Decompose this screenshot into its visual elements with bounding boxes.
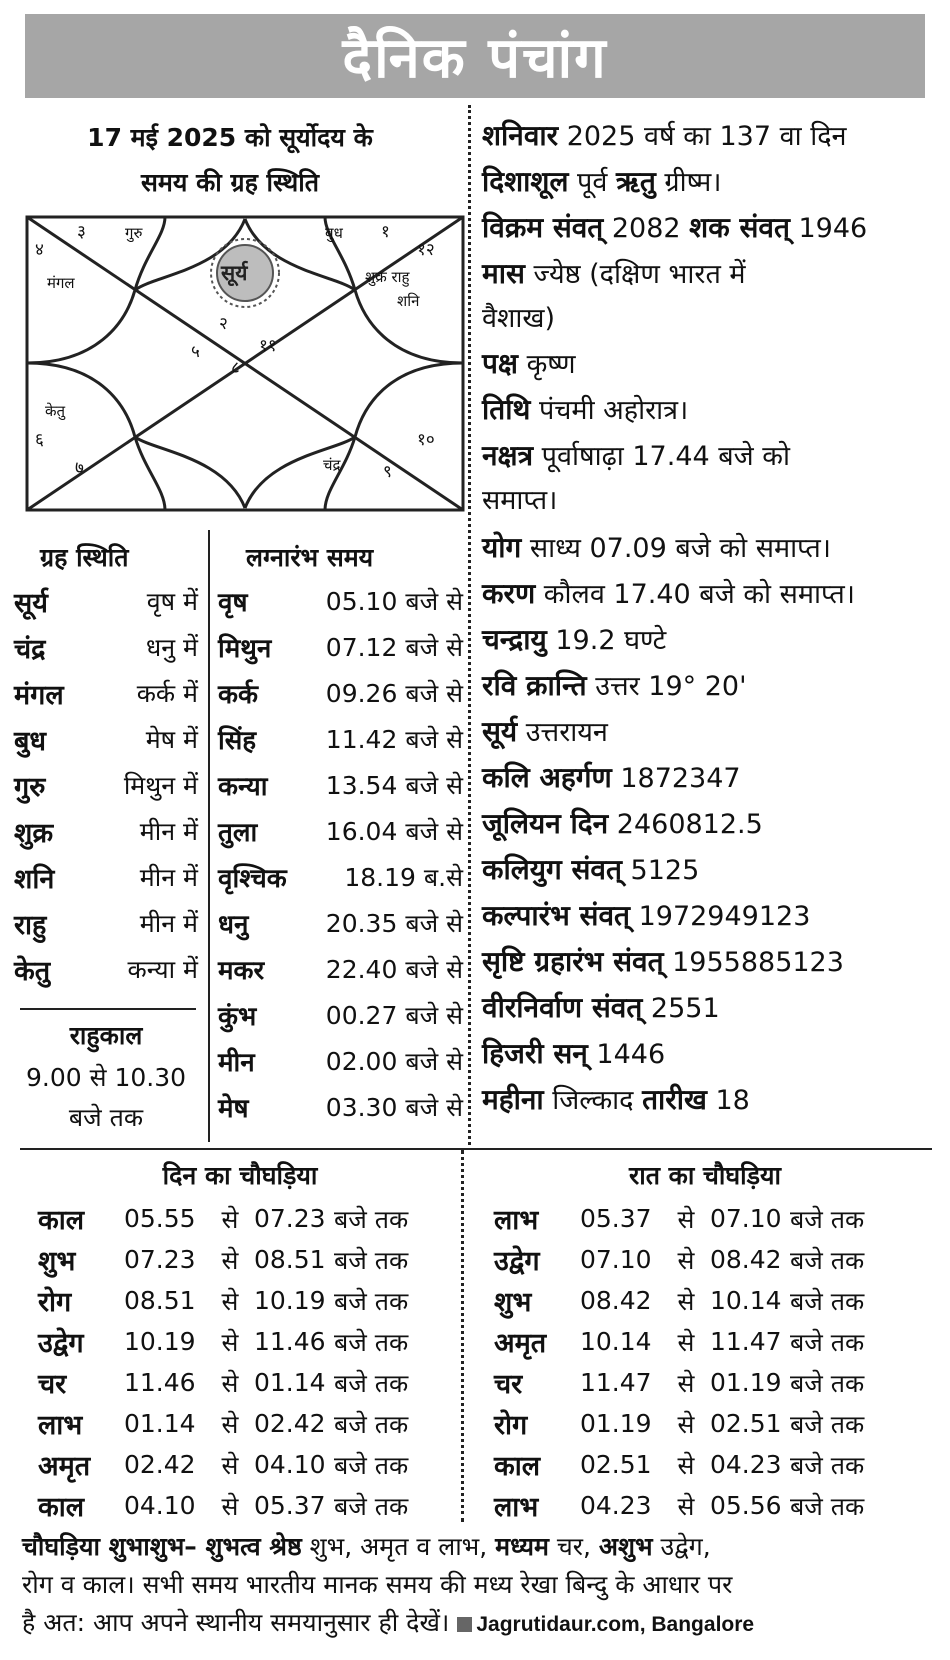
time-to: 07.10: [710, 1204, 782, 1233]
footer-key-madhyam: मध्यम: [495, 1532, 549, 1561]
julian-value: 2460812.5: [608, 809, 763, 840]
nakshatra-value: पूर्वाषाढ़ा 17.44 बजे को: [533, 441, 791, 472]
grah-name: शुक्र: [14, 817, 54, 849]
time-to: 02.51: [710, 1409, 782, 1438]
house-number-3: १२: [417, 240, 435, 260]
lagna-row: [218, 1084, 463, 1130]
panchang-row-tithi: [482, 390, 937, 428]
grah-name: राहु: [14, 909, 47, 941]
srishti-label: सृष्टि ग्रहारंभ संवत्: [482, 945, 664, 978]
shak-samvat-label: शक संवत्: [689, 211, 790, 244]
lagna-name: सिंह: [218, 726, 257, 756]
yog-value: साध्य 07.09 बजे को समाप्त।: [521, 533, 832, 564]
panchang-row-paksh: [482, 344, 937, 382]
choghadiya-name: काल: [494, 1451, 541, 1482]
kalparambh-label: कल्पारंभ संवत्: [482, 899, 631, 932]
time-to: 10.19: [254, 1286, 326, 1315]
vikram-samvat-value: 2082: [603, 213, 690, 244]
dishashool-label: दिशाशूल: [482, 165, 569, 198]
choghadiya-name: चर: [494, 1369, 523, 1400]
nakshatra-value-cont: समाप्त।: [482, 485, 558, 516]
lagna-time: 20.35 बजे से: [325, 909, 463, 938]
grah-row: [14, 578, 198, 624]
se-label: से: [677, 1409, 695, 1439]
se-label: से: [677, 1204, 695, 1234]
lagna-row: [218, 578, 463, 624]
din-row: [38, 1403, 408, 1444]
surya-label: सूर्य: [482, 715, 518, 748]
grah-row: [14, 670, 198, 716]
footer-text-char: चर,: [548, 1532, 599, 1561]
grah-position: कर्क में: [136, 679, 198, 708]
sun-label: सूर्य: [221, 261, 248, 285]
tak-label: बजे तक: [334, 1327, 409, 1357]
grah-row: [14, 762, 198, 808]
planet-shani: शनि: [397, 292, 420, 310]
page-title: दैनिक पंचांग: [342, 26, 608, 91]
panchang-row-ravi-kranti: [482, 666, 937, 704]
raat-row: [494, 1239, 864, 1280]
time-to: 11.47: [710, 1327, 782, 1356]
choghadiya-name: काल: [38, 1492, 85, 1523]
kaliyug-label: कलियुग संवत्: [482, 853, 622, 886]
lagna-name: वृश्चिक: [218, 864, 287, 894]
divider-choghadiya-vertical: [461, 1150, 464, 1522]
grah-row: [14, 716, 198, 762]
footer-dash: –: [184, 1532, 206, 1561]
grah-position: मिथुन में: [123, 771, 198, 800]
din-choghadiya-heading: दिन का चौघड़िया: [162, 1161, 318, 1190]
rahukaal-suffix: बजे तक: [68, 1103, 144, 1132]
grah-position: मीन में: [139, 863, 198, 892]
chandrayu-label: चन्द्रायु: [482, 623, 547, 656]
tak-label: बजे तक: [790, 1327, 865, 1357]
house-number-10: ५: [191, 342, 200, 362]
tak-label: बजे तक: [334, 1204, 409, 1234]
house-number-9: ६: [35, 430, 44, 450]
footer-note: [22, 1528, 932, 1644]
lagna-heading: लग्नारंभ समय: [246, 543, 374, 572]
grah-position: मीन में: [139, 909, 198, 938]
panchang-row-kalparambh: [482, 896, 937, 934]
lagna-time: 11.42 बजे से: [325, 725, 463, 754]
grah-position: धनु में: [145, 633, 198, 662]
house-number-11: ४: [35, 240, 44, 260]
panchang-row-nakshatra: [482, 436, 937, 474]
kali-ahargan-label: कलि अहर्गण: [482, 761, 612, 794]
lagna-time: 07.12 बजे से: [325, 633, 463, 662]
din-row: [38, 1198, 408, 1239]
dishashool-value: पूर्व: [568, 167, 616, 198]
time-to: 11.46: [254, 1327, 326, 1356]
time-from: 08.42: [580, 1286, 652, 1315]
choghadiya-name: चर: [38, 1369, 67, 1400]
time-from: 08.51: [124, 1286, 196, 1315]
lagna-time: 00.27 बजे से: [325, 1001, 463, 1030]
grah-row: [14, 624, 198, 670]
maas-label: मास: [482, 257, 525, 290]
lagna-time: 18.19 ब.से: [344, 863, 463, 892]
se-label: से: [221, 1327, 239, 1357]
time-from: 01.19: [580, 1409, 652, 1438]
se-label: से: [221, 1245, 239, 1275]
chandrayu-value: 19.2 घण्टे: [546, 625, 667, 656]
time-from: 10.14: [580, 1327, 652, 1356]
weekday: शनिवार: [482, 119, 559, 152]
time-from: 04.10: [124, 1491, 196, 1520]
time-to: 04.23: [710, 1450, 782, 1479]
lagna-row: [218, 762, 463, 808]
choghadiya-name: उद्वेग: [494, 1246, 540, 1277]
lagna-time: 16.04 बजे से: [325, 817, 463, 846]
tithi-label: तिथि: [482, 393, 531, 426]
se-label: से: [221, 1409, 239, 1439]
lagna-time: 03.30 बजे से: [325, 1093, 463, 1122]
divider-lower-section: [20, 1148, 932, 1150]
ravi-kranti-label: रवि क्रान्ति: [482, 669, 587, 702]
choghadiya-name: शुभ: [38, 1246, 76, 1277]
time-from: 11.46: [124, 1368, 196, 1397]
time-to: 07.23: [254, 1204, 326, 1233]
maas-value-cont: वैशाख): [482, 303, 555, 334]
grah-row: [14, 808, 198, 854]
lagna-row: [218, 624, 463, 670]
panchang-row-srishti: [482, 942, 937, 980]
maas-value: ज्येष्ठ (दक्षिण भारत में: [524, 259, 746, 290]
panchang-row-maas: [482, 254, 937, 292]
tak-label: बजे तक: [334, 1368, 409, 1398]
se-label: से: [677, 1368, 695, 1398]
tak-label: बजे तक: [334, 1245, 409, 1275]
panchang-row-veernirvan: [482, 988, 937, 1026]
lagna-name: मिथुन: [218, 634, 272, 664]
footer-key-shreshth: शुभत्व श्रेष्ठ: [205, 1532, 302, 1561]
lagna-row: [218, 670, 463, 716]
title-banner: [25, 14, 925, 98]
raat-choghadiya-heading: रात का चौघड़िया: [629, 1161, 781, 1190]
panchang-row-karan: [482, 574, 937, 612]
ritu-value: ग्रीष्म।: [655, 167, 722, 198]
time-from: 01.14: [124, 1409, 196, 1438]
tak-label: बजे तक: [790, 1450, 865, 1480]
lagna-time: 22.40 बजे से: [325, 955, 463, 984]
raat-row: [494, 1444, 864, 1485]
raat-row: [494, 1485, 864, 1526]
tak-label: बजे तक: [790, 1286, 865, 1316]
lagna-time: 02.00 बजे से: [325, 1047, 463, 1076]
lagna-name: मीन: [218, 1048, 255, 1078]
panchang-row-surya: [482, 712, 937, 750]
time-from: 07.10: [580, 1245, 652, 1274]
divider-grah-lagna: [208, 530, 210, 1142]
se-label: से: [221, 1368, 239, 1398]
house-number-12: ३: [77, 222, 86, 242]
footer-line2: रोग व काल। सभी समय भारतीय मानक समय की मध्य रेखा बिन्दु के आधार पर: [22, 1570, 733, 1599]
time-from: 04.23: [580, 1491, 652, 1520]
lagna-row: [218, 716, 463, 762]
grah-row: [14, 854, 198, 900]
rahukaal-time: 9.00 से 10.30: [25, 1063, 187, 1092]
house-number-1: २: [219, 314, 228, 334]
footer-text-udveg: उद्वेग,: [652, 1532, 711, 1561]
house-number-8: ७: [75, 458, 84, 478]
time-to: 02.42: [254, 1409, 326, 1438]
planet-chandra: चंद्र: [323, 456, 341, 474]
tarikh-label: तारीख: [642, 1083, 707, 1116]
tithi-value: पंचमी अहोरात्र।: [530, 395, 689, 426]
tak-label: बजे तक: [334, 1450, 409, 1480]
grah-position: कन्या में: [127, 955, 198, 984]
time-from: 02.51: [580, 1450, 652, 1479]
ravi-kranti-value: उत्तर 19° 20': [586, 671, 747, 702]
house-number-6: ९: [383, 462, 392, 482]
chart-heading-line2: समय की ग्रह स्थिति: [141, 168, 319, 197]
lagna-time: 13.54 बजे से: [325, 771, 463, 800]
choghadiya-name: रोग: [494, 1410, 528, 1441]
chart-heading-line1: 17 मई 2025 को सूर्योदय के: [87, 123, 373, 152]
din-row: [38, 1362, 408, 1403]
se-label: से: [677, 1286, 695, 1316]
tak-label: बजे तक: [334, 1491, 409, 1521]
kaliyug-value: 5125: [621, 855, 700, 886]
lagna-row: [218, 946, 463, 992]
se-label: से: [677, 1450, 695, 1480]
time-from: 07.23: [124, 1245, 196, 1274]
tak-label: बजे तक: [790, 1245, 865, 1275]
paksh-label: पक्ष: [482, 347, 518, 380]
footer-key-choghadiya: चौघड़िया शुभाशुभ: [22, 1532, 185, 1561]
panchang-row-kali-ahargan: [482, 758, 937, 796]
panchang-row-julian: [482, 804, 937, 842]
tak-label: बजे तक: [334, 1286, 409, 1316]
website-credit: Jagrutidaur.com, Bangalore: [476, 1613, 755, 1636]
grah-name: केतु: [14, 955, 51, 987]
lagna-name: मकर: [218, 956, 265, 986]
lagna-row: [218, 900, 463, 946]
panchang-row-yog: [482, 528, 937, 566]
grah-position: मेष में: [145, 725, 198, 754]
lagna-name: तुला: [218, 818, 258, 848]
kali-ahargan-value: 1872347: [611, 763, 741, 794]
time-to: 04.10: [254, 1450, 326, 1479]
footer-line3: [22, 1604, 932, 1644]
choghadiya-name: रोग: [38, 1287, 72, 1318]
se-label: से: [677, 1327, 695, 1357]
grah-name: सूर्य: [14, 587, 48, 619]
lagna-name: धनु: [218, 910, 249, 940]
lagna-row: [218, 854, 463, 900]
divider-rahukaal: [20, 1008, 196, 1010]
choghadiya-name: उद्वेग: [38, 1328, 84, 1359]
tak-label: बजे तक: [790, 1409, 865, 1439]
panchang-row-chandrayu: [482, 620, 937, 658]
footer-key-ashubh: अशुभ: [598, 1532, 653, 1561]
planet-mangal: मंगल: [47, 274, 75, 292]
tak-label: बजे तक: [790, 1491, 865, 1521]
choghadiya-name: अमृत: [38, 1451, 91, 1482]
grah-sthiti-heading: ग्रह स्थिति: [40, 543, 129, 572]
grah-row: [14, 900, 198, 946]
lagna-name: कर्क: [218, 680, 258, 710]
choghadiya-name: लाभ: [494, 1205, 539, 1236]
house-number-7: ८: [231, 358, 240, 378]
ritu-label: ऋतु: [615, 165, 656, 198]
karan-label: करण: [482, 577, 536, 610]
hijri-label: हिजरी सन्: [482, 1037, 588, 1070]
lagna-row: [218, 1038, 463, 1084]
nakshatra-label: नक्षत्र: [482, 439, 534, 472]
choghadiya-name: लाभ: [494, 1492, 539, 1523]
square-bullet-icon: [457, 1617, 472, 1632]
tak-label: बजे तक: [334, 1409, 409, 1439]
day-of-year: 2025 वर्ष का 137 वा दिन: [558, 121, 847, 152]
din-row: [38, 1239, 408, 1280]
time-to: 01.14: [254, 1368, 326, 1397]
se-label: से: [221, 1204, 239, 1234]
time-from: 11.47: [580, 1368, 652, 1397]
se-label: से: [221, 1491, 239, 1521]
veernirvan-value: 2551: [642, 993, 720, 1024]
raat-row: [494, 1362, 864, 1403]
planet-budh: बुध: [325, 224, 343, 242]
se-label: से: [221, 1286, 239, 1316]
lagna-row: [218, 992, 463, 1038]
panchang-row-hijri: [482, 1034, 937, 1072]
time-to: 01.19: [710, 1368, 782, 1397]
grah-position: वृष में: [146, 587, 198, 616]
grah-row: [14, 946, 198, 992]
time-to: 08.42: [710, 1245, 782, 1274]
grah-name: बुध: [14, 725, 47, 757]
karan-value: कौलव 17.40 बजे को समाप्त।: [535, 579, 855, 610]
panchang-row-kaliyug: [482, 850, 937, 888]
time-from: 05.55: [124, 1204, 196, 1233]
choghadiya-name: अमृत: [494, 1328, 547, 1359]
panchang-row-dishashool: [482, 162, 937, 200]
divider-main-vertical: [468, 105, 471, 1145]
lagna-name: कुंभ: [218, 1002, 257, 1032]
mahina-label: महीना: [482, 1083, 544, 1116]
panchang-row-weekday: [482, 116, 937, 154]
lagna-name: वृष: [218, 588, 248, 618]
grah-name: शनि: [14, 863, 55, 895]
shak-samvat-value: 1946: [789, 213, 868, 244]
grah-position: मीन में: [139, 817, 198, 846]
vikram-samvat-label: विक्रम संवत्: [482, 211, 604, 244]
time-from: 05.37: [580, 1204, 652, 1233]
din-row: [38, 1444, 408, 1485]
din-row: [38, 1280, 408, 1321]
house-number-4: ११: [259, 336, 277, 356]
time-to: 10.14: [710, 1286, 782, 1315]
planet-shukra-rahu: शुक्र राहु: [365, 268, 410, 286]
tarikh-value: 18: [706, 1085, 750, 1116]
paksh-value: कृष्ण: [517, 349, 576, 380]
house-number-5: १०: [417, 430, 435, 450]
tak-label: बजे तक: [790, 1204, 865, 1234]
din-row: [38, 1485, 408, 1526]
grah-name: चंद्र: [14, 633, 46, 665]
lagna-name: मेष: [218, 1094, 249, 1124]
time-to: 08.51: [254, 1245, 326, 1274]
grah-name: गुरु: [14, 771, 46, 803]
house-number-2: १: [381, 222, 390, 242]
choghadiya-name: शुभ: [494, 1287, 532, 1318]
lagna-row: [218, 808, 463, 854]
footer-text-shubh: शुभ, अमृत व लाभ,: [301, 1532, 496, 1561]
footer-line3-text: है अत: आप अपने स्थानीय समयानुसार ही देखें।: [22, 1608, 450, 1637]
se-label: से: [221, 1450, 239, 1480]
lagna-name: कन्या: [218, 772, 268, 802]
footer-line1: [22, 1528, 932, 1566]
planet-guru: गुरु: [125, 224, 143, 242]
mahina-value: जिल्काद: [543, 1085, 643, 1116]
tak-label: बजे तक: [790, 1368, 865, 1398]
time-to: 05.56: [710, 1491, 782, 1520]
raat-row: [494, 1403, 864, 1444]
kalparambh-value: 1972949123: [630, 901, 811, 932]
grah-name: मंगल: [14, 679, 64, 711]
surya-value: उत्तरायन: [517, 717, 608, 748]
raat-row: [494, 1280, 864, 1321]
se-label: से: [677, 1491, 695, 1521]
planet-ketu: केतु: [45, 402, 66, 420]
choghadiya-name: लाभ: [38, 1410, 83, 1441]
lagna-time: 09.26 बजे से: [325, 679, 463, 708]
yog-label: योग: [482, 531, 522, 564]
time-from: 02.42: [124, 1450, 196, 1479]
panchang-row-mahina: [482, 1080, 937, 1118]
veernirvan-label: वीरनिर्वाण संवत्: [482, 991, 643, 1024]
srishti-value: 1955885123: [663, 947, 844, 978]
time-to: 05.37: [254, 1491, 326, 1520]
raat-row: [494, 1198, 864, 1239]
panchang-row-maas-cont: [482, 298, 937, 335]
raat-row: [494, 1321, 864, 1362]
rahukaal-heading: राहुकाल: [69, 1021, 143, 1050]
lagna-time: 05.10 बजे से: [325, 587, 463, 616]
hijri-value: 1446: [587, 1039, 666, 1070]
kundali-chart: [25, 215, 465, 512]
din-row: [38, 1321, 408, 1362]
panchang-row-samvat: [482, 208, 937, 246]
panchang-row-nakshatra-cont: [482, 480, 937, 517]
julian-label: जूलियन दिन: [482, 807, 609, 840]
choghadiya-name: काल: [38, 1205, 85, 1236]
se-label: से: [677, 1245, 695, 1275]
time-from: 10.19: [124, 1327, 196, 1356]
